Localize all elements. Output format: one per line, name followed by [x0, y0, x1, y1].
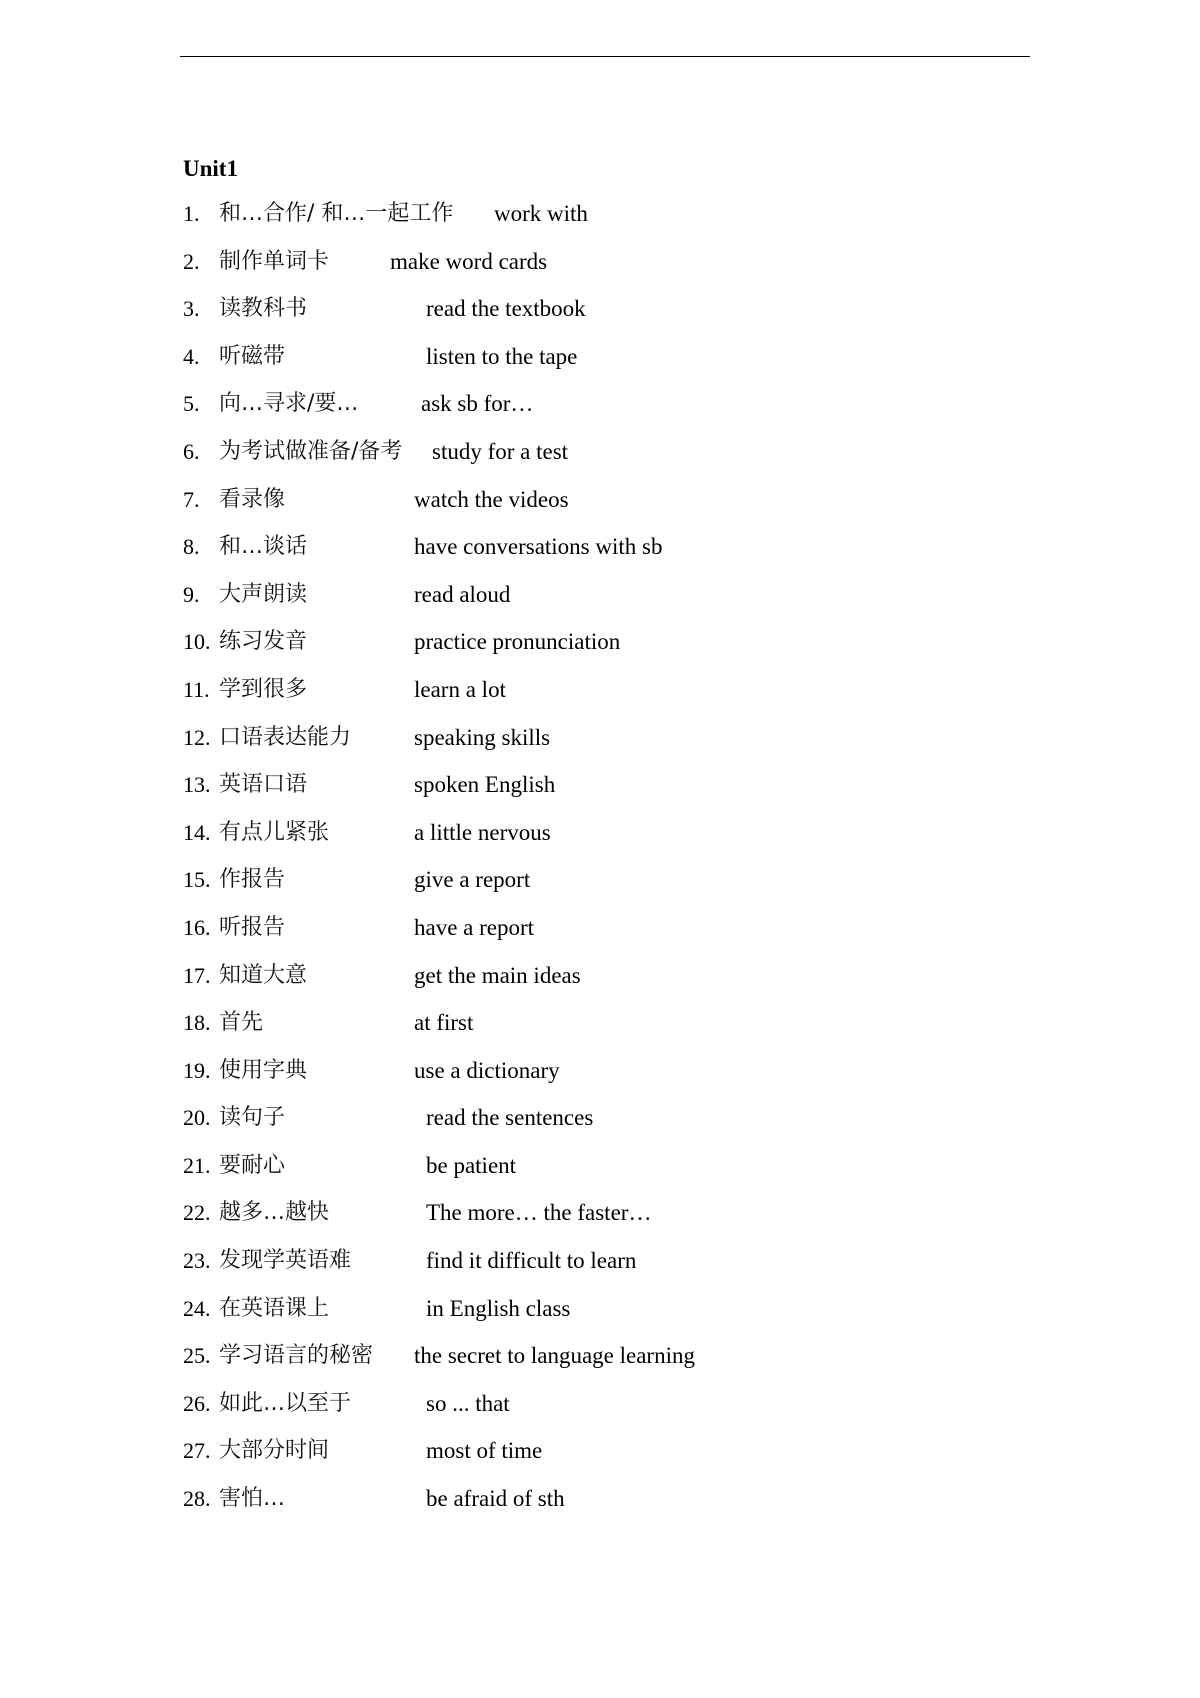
item-number: 9.	[183, 581, 200, 607]
vocab-item	[183, 533, 983, 581]
item-number: 15.	[183, 867, 211, 893]
item-number: 22.	[183, 1200, 211, 1226]
item-chinese: 大部分时间	[219, 1438, 330, 1464]
item-chinese: 要耐心	[219, 1152, 286, 1178]
item-number: 8.	[183, 534, 200, 560]
item-chinese: 有点儿紧张	[219, 819, 330, 845]
unit-title: Unit1	[183, 156, 238, 181]
item-chinese: 制作单词卡	[219, 248, 330, 274]
item-number: 17.	[183, 962, 211, 988]
item-chinese: 看录像	[219, 486, 286, 512]
item-english: at first	[414, 1010, 474, 1036]
item-chinese: 向…寻求/要…	[219, 391, 359, 417]
item-chinese: 作报告	[219, 867, 286, 893]
item-number: 12.	[183, 724, 211, 750]
item-english: have a report	[414, 914, 535, 940]
item-number: 13.	[183, 772, 211, 798]
item-chinese: 练习发音	[219, 629, 308, 655]
item-chinese: 为考试做准备/备考	[219, 438, 403, 464]
item-english: the secret to language learning	[414, 1343, 695, 1369]
vocab-item	[183, 771, 983, 819]
item-chinese: 口语表达能力	[219, 724, 352, 750]
vocab-item	[183, 819, 983, 867]
item-chinese: 大声朗读	[219, 581, 308, 607]
item-number: 14.	[183, 819, 211, 845]
item-english: get the main ideas	[414, 962, 581, 988]
item-chinese: 学习语言的秘密	[219, 1343, 374, 1369]
item-english: listen to the tape	[426, 343, 578, 369]
vocab-item	[183, 343, 983, 391]
item-chinese: 越多…越快	[219, 1200, 330, 1226]
item-chinese: 读句子	[219, 1105, 286, 1131]
item-english: practice pronunciation	[414, 629, 621, 655]
vocab-item	[183, 1152, 983, 1200]
vocab-item	[183, 962, 983, 1010]
vocab-item	[183, 1057, 983, 1105]
vocab-item	[183, 1199, 983, 1247]
item-number: 1.	[183, 201, 200, 226]
item-english: The more… the faster…	[426, 1200, 652, 1226]
item-english: spoken English	[414, 772, 556, 798]
item-english: in English class	[426, 1295, 571, 1321]
vocab-list	[183, 200, 983, 1533]
item-english: use a dictionary	[414, 1057, 560, 1083]
vocab-item	[183, 438, 983, 486]
item-number: 4.	[183, 343, 200, 369]
item-english: so ... that	[426, 1390, 510, 1416]
item-number: 23.	[183, 1248, 211, 1274]
item-chinese: 读教科书	[219, 296, 308, 322]
item-chinese: 学到很多	[219, 676, 308, 702]
item-number: 19.	[183, 1057, 211, 1083]
vocab-item	[183, 295, 983, 343]
vocab-item	[183, 1009, 983, 1057]
item-chinese: 在英语课上	[219, 1295, 330, 1321]
item-number: 28.	[183, 1486, 211, 1512]
item-chinese: 和…合作/ 和…一起工作	[219, 201, 454, 226]
item-chinese: 使用字典	[219, 1057, 308, 1083]
item-chinese: 害怕…	[219, 1486, 286, 1512]
item-english: a little nervous	[414, 819, 551, 845]
vocab-item	[183, 1485, 983, 1533]
item-english: have conversations with sb	[414, 534, 663, 560]
vocab-item	[183, 628, 983, 676]
item-number: 6.	[183, 438, 200, 464]
item-number: 16.	[183, 914, 211, 940]
vocab-item	[183, 866, 983, 914]
vocab-item	[183, 390, 983, 438]
vocab-item	[183, 581, 983, 629]
header-rule	[180, 56, 1030, 57]
item-english: make word cards	[390, 248, 548, 274]
item-english: be afraid of sth	[426, 1486, 565, 1512]
vocab-item	[183, 1104, 983, 1152]
item-english: read the textbook	[426, 296, 586, 322]
vocab-item	[183, 676, 983, 724]
vocab-item	[183, 1342, 983, 1390]
item-chinese: 听报告	[219, 914, 286, 940]
item-number: 2.	[183, 248, 200, 274]
item-number: 11.	[183, 676, 210, 702]
item-english: read the sentences	[426, 1105, 594, 1131]
item-english: work with	[494, 201, 588, 226]
item-english: ask sb for…	[421, 391, 534, 417]
item-english: find it difficult to learn	[426, 1248, 637, 1274]
item-number: 24.	[183, 1295, 211, 1321]
vocab-item	[183, 1390, 983, 1438]
vocab-item	[183, 248, 983, 296]
item-english: speaking skills	[414, 724, 551, 750]
item-english: most of time	[426, 1438, 543, 1464]
item-number: 7.	[183, 486, 200, 512]
item-english: learn a lot	[414, 676, 506, 702]
item-number: 27.	[183, 1438, 211, 1464]
vocab-item	[183, 486, 983, 534]
item-chinese: 知道大意	[219, 962, 308, 988]
vocab-item	[183, 914, 983, 962]
item-english: be patient	[426, 1152, 517, 1178]
vocab-item	[183, 1437, 983, 1485]
item-chinese: 英语口语	[219, 772, 308, 798]
item-chinese: 如此…以至于	[219, 1390, 352, 1416]
item-number: 26.	[183, 1390, 211, 1416]
item-number: 10.	[183, 629, 211, 655]
item-english: give a report	[414, 867, 531, 893]
item-chinese: 首先	[219, 1010, 264, 1036]
item-number: 3.	[183, 296, 200, 322]
vocab-item	[183, 724, 983, 772]
vocab-item	[183, 1295, 983, 1343]
item-number: 25.	[183, 1343, 211, 1369]
item-english: study for a test	[432, 438, 569, 464]
item-english: read aloud	[414, 581, 511, 607]
item-number: 5.	[183, 391, 200, 417]
item-number: 20.	[183, 1105, 211, 1131]
vocab-item	[183, 200, 983, 248]
item-number: 18.	[183, 1010, 211, 1036]
vocab-item	[183, 1247, 983, 1295]
item-english: watch the videos	[414, 486, 569, 512]
item-chinese: 听磁带	[219, 343, 286, 369]
item-chinese: 和…谈话	[219, 534, 308, 560]
item-number: 21.	[183, 1152, 211, 1178]
item-chinese: 发现学英语难	[219, 1248, 352, 1274]
